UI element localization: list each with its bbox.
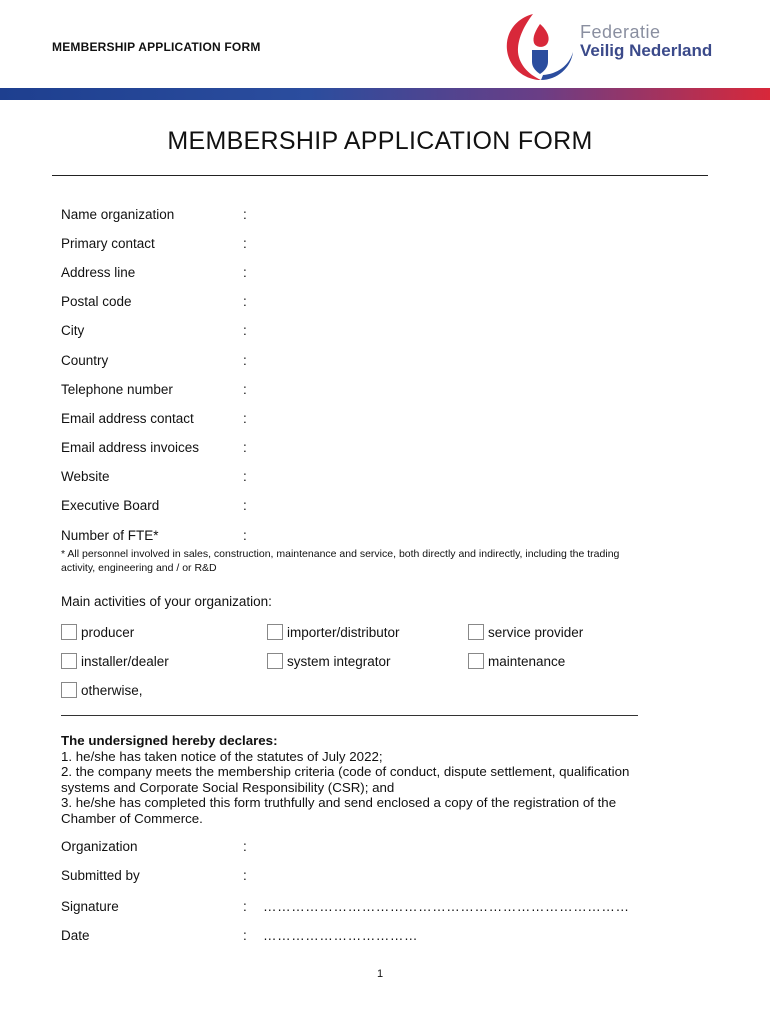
field-address-line[interactable] [61, 264, 247, 282]
declaration-line: 1. he/she has taken notice of the statutes of July 2022; [61, 748, 383, 764]
checkbox-label: service provider [488, 625, 584, 640]
checkbox-box[interactable] [61, 624, 77, 640]
checkbox-label: installer/dealer [81, 654, 169, 669]
declaration-heading: The undersigned hereby declares: [61, 733, 278, 748]
field-colon: : [243, 411, 247, 426]
field-label: Executive Board [61, 498, 160, 513]
field-label: Website [61, 469, 110, 484]
field-label: Number of FTE* [61, 528, 159, 543]
field-label: City [61, 323, 85, 338]
field-name-organization[interactable] [61, 206, 247, 224]
field-email-contact[interactable] [61, 410, 247, 428]
declaration [61, 733, 651, 827]
declaration-line: 3. he/she has completed this form truthfully and send enclosed a copy of the registration of the Chamber of Commerce. [61, 795, 617, 826]
field-colon: : [243, 236, 247, 251]
field-label: Signature [61, 899, 119, 914]
field-submitted-by[interactable] [61, 867, 247, 885]
field-label: Submitted by [61, 868, 140, 883]
field-number-of-fte[interactable] [61, 527, 247, 545]
flame-shield-icon [503, 10, 577, 84]
checkbox-box[interactable] [468, 653, 484, 669]
field-label: Country [61, 353, 109, 368]
field-date[interactable] [61, 927, 419, 945]
logo-text-line2: Veilig Nederland [580, 41, 713, 60]
field-label: Organization [61, 839, 138, 854]
field-colon: : [243, 928, 247, 943]
logo-text-line1: Federatie [580, 22, 661, 42]
activities-title: Main activities of your organization: [61, 594, 272, 609]
field-colon: : [243, 323, 247, 338]
checkbox-box[interactable] [61, 682, 77, 698]
field-colon: : [243, 469, 247, 484]
field-colon: : [243, 839, 247, 854]
header-stripe [0, 88, 770, 100]
field-colon: : [243, 265, 247, 280]
field-colon: : [243, 294, 247, 309]
field-colon: : [243, 498, 247, 513]
field-executive-board[interactable] [61, 497, 247, 515]
field-label: Email address contact [61, 411, 194, 426]
field-label: Email address invoices [61, 440, 200, 455]
signature-line: …………………………………………………………………… [263, 899, 630, 914]
field-colon: : [243, 382, 247, 397]
field-label: Primary contact [61, 236, 155, 251]
fte-footnote: * All personnel involved in sales, construction, maintenance and service, both directly and indirectly, including the trading activity, engineering and / or R&D [61, 548, 620, 574]
declaration-line: 2. the company meets the membership criteria (code of conduct, dispute settlement, qualification systems and Corporate Social Responsibility (CSR); and [61, 764, 630, 795]
field-label: Telephone number [61, 382, 173, 397]
checkbox-label: otherwise, [81, 683, 143, 698]
page-title: MEMBERSHIP APPLICATION FORM [167, 127, 593, 155]
section-divider [61, 715, 638, 716]
checkbox-box[interactable] [267, 653, 283, 669]
field-label: Name organization [61, 207, 175, 222]
logo [503, 10, 743, 86]
header-title: MEMBERSHIP APPLICATION FORM [52, 40, 261, 54]
checkbox-label: system integrator [287, 654, 391, 669]
field-postal-code[interactable] [61, 293, 247, 311]
page-number: 1 [376, 968, 384, 980]
title-divider [52, 175, 708, 176]
field-colon: : [243, 207, 247, 222]
field-telephone-number[interactable] [61, 381, 247, 399]
checkbox-label: maintenance [488, 654, 566, 669]
field-website[interactable] [61, 468, 247, 486]
field-signature[interactable] [61, 898, 630, 916]
checkbox-box[interactable] [468, 624, 484, 640]
field-colon: : [243, 440, 247, 455]
field-city[interactable] [61, 322, 247, 340]
checkbox-box[interactable] [61, 653, 77, 669]
field-email-invoices[interactable] [61, 439, 247, 457]
field-label: Postal code [61, 294, 132, 309]
field-organization[interactable] [61, 838, 247, 856]
field-primary-contact[interactable] [61, 235, 247, 253]
date-line: …………………………… [263, 928, 419, 943]
field-label: Address line [61, 265, 136, 280]
field-country[interactable] [61, 352, 247, 370]
field-colon: : [243, 899, 247, 914]
field-label: Date [61, 928, 90, 943]
field-colon: : [243, 353, 247, 368]
checkbox-label: producer [81, 625, 135, 640]
checkbox-label: importer/distributor [287, 625, 400, 640]
field-colon: : [243, 528, 247, 543]
field-colon: : [243, 868, 247, 883]
checkbox-box[interactable] [267, 624, 283, 640]
